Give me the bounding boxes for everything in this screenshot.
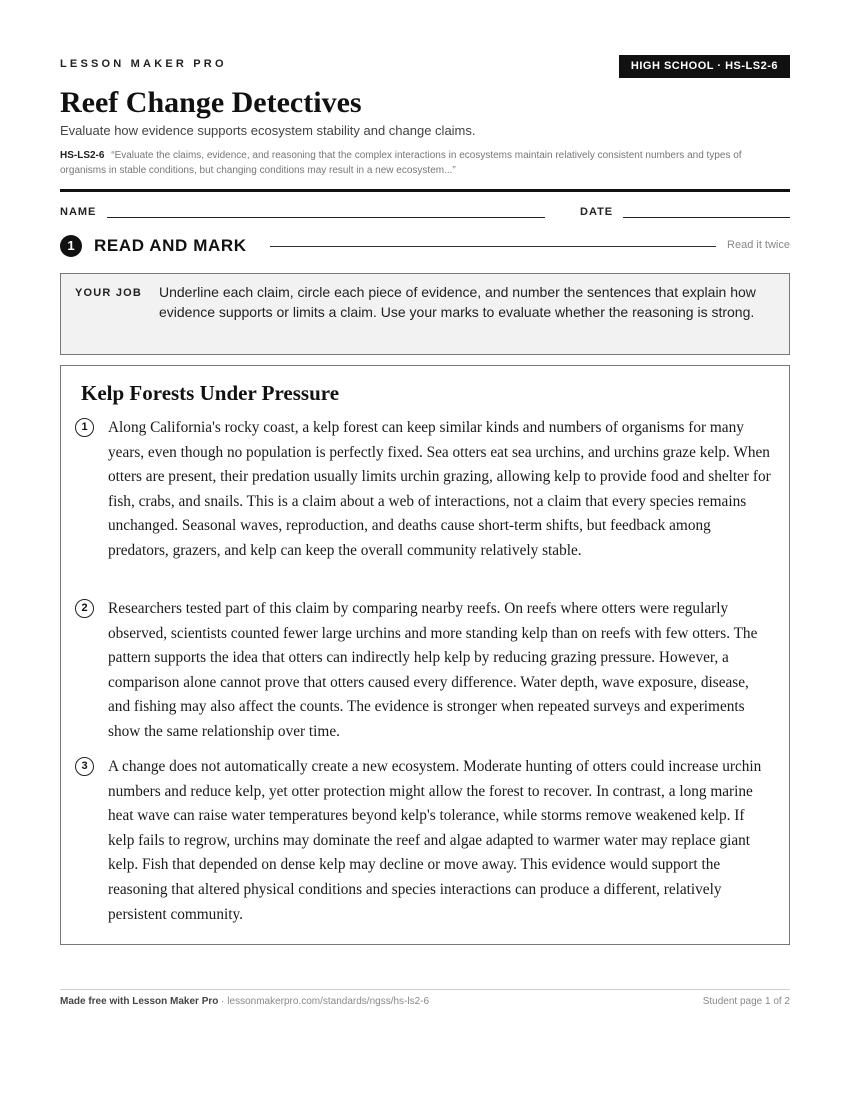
worksheet-subtitle: Evaluate how evidence supports ecosystem stability and change claims. bbox=[60, 123, 476, 138]
name-label: NAME bbox=[60, 206, 97, 218]
footer-separator: · bbox=[218, 996, 228, 1007]
paragraph-number: 1 bbox=[75, 418, 94, 437]
worksheet-title: Reef Change Detectives bbox=[60, 86, 362, 119]
date-field[interactable] bbox=[623, 217, 790, 218]
paragraph-text: A change does not automatically create a new ecosystem. Moderate hunting of otters could increase urchin numbers and reduce kelp, yet otter protection might allow the forest to recover. In contrast, a long marine heat wave can raise water temperatures beyond kelp's tolerance, while storms remove weakened kelp. If kelp fails to regrow, urchins may dominate the reef and algae adapted to warmer water may replace giant kelp. Fish that depended on dense kelp may decline or move away. This evidence would support the reasoning that altered physical conditions and species interactions can produce a different, relatively persistent community. bbox=[108, 758, 762, 923]
passage-title: Kelp Forests Under Pressure bbox=[81, 381, 340, 405]
paragraph-text: Researchers tested part of this claim by comparing nearby reefs. On reefs where otters were regularly observed, scientists counted fewer large urchins and more standing kelp than on reefs with few otters. The pattern supports the idea that otters can indirectly help kelp by reducing grazing pressure. However, a comparison alone cannot prove that otters caused every difference. Water depth, wave exposure, disease, and fishing may also affect the counts. The evidence is stronger when repeated surveys and experiments show the same relationship over time. bbox=[108, 600, 758, 740]
header-divider bbox=[60, 189, 790, 192]
name-field[interactable] bbox=[107, 217, 545, 218]
page-footer bbox=[60, 996, 790, 1007]
section-title: READ AND MARK bbox=[94, 236, 247, 255]
section-header bbox=[60, 235, 790, 257]
grade-standard-badge: HIGH SCHOOL · HS-LS2-6 bbox=[619, 55, 790, 78]
instructions-box bbox=[60, 273, 790, 355]
footer-credit: Made free with Lesson Maker Pro bbox=[60, 996, 219, 1007]
page-indicator: Student page 1 of 2 bbox=[702, 996, 790, 1007]
standard-text: “Evaluate the claims, evidence, and reasoning that the complex interactions in ecosystems maintain relatively consistent numbers and types of organisms in stable conditions, but changing conditions may result in a new ecosystem...” bbox=[60, 150, 742, 176]
section-note: Read it twice bbox=[727, 239, 790, 251]
paragraph-number: 2 bbox=[75, 599, 94, 618]
paragraph-number: 3 bbox=[75, 757, 94, 776]
footer-divider bbox=[60, 989, 790, 990]
top-bar bbox=[60, 55, 790, 79]
reading-passage bbox=[60, 365, 790, 945]
instructions-label: YOUR JOB bbox=[75, 287, 143, 299]
brand-name: LESSON MAKER PRO bbox=[60, 58, 227, 70]
section-number-badge: 1 bbox=[60, 235, 82, 257]
paragraph-text: Along California's rocky coast, a kelp forest can keep similar kinds and numbers of organisms for many years, even though no population is perfectly fixed. Sea otters eat sea urchins, and urchins graze kelp. When otters are present, their predation usually limits urchin grazing, allowing kelp to provide food and shelter for fish, crabs, and snails. This is a claim about a web of interactions, not a claim that every species remains unchanged. Seasonal waves, reproduction, and deaths cause short-term shifts, but feedback among predators, grazers, and kelp can keep the overall community relatively stable. bbox=[108, 419, 771, 559]
standard-statement bbox=[60, 148, 790, 178]
standard-code: HS-LS2-6 bbox=[60, 150, 105, 161]
section-divider bbox=[270, 246, 716, 247]
student-info-row bbox=[60, 205, 790, 221]
instructions-text: Underline each claim, circle each piece of evidence, and number the sentences that explain how evidence supports or limits a claim. Use your marks to evaluate whether the reasoning is strong. bbox=[159, 284, 756, 320]
date-label: DATE bbox=[580, 206, 614, 218]
footer-url[interactable]: lessonmakerpro.com/standards/ngss/hs-ls2-6 bbox=[227, 996, 430, 1007]
